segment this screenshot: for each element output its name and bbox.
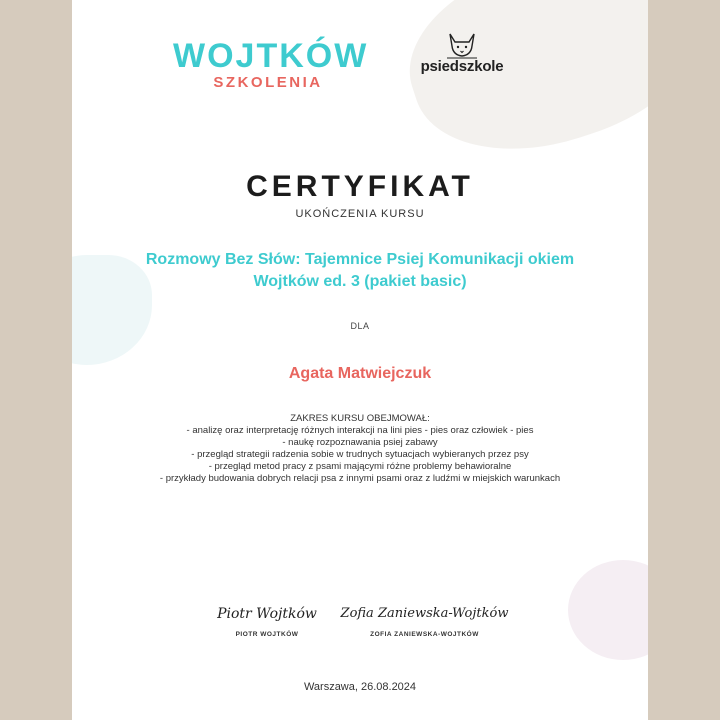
decorative-blob-bottom-right: [568, 560, 648, 660]
certificate-page: [72, 0, 648, 720]
logo-szkolenia-text: SZKOLENIA: [213, 74, 323, 91]
signature-script: Piotr Wojtków: [217, 606, 317, 622]
scope-heading: ZAKRES KURSU OBEJMOWAŁ:: [290, 413, 430, 424]
course-name-line-2: Wojtków ed. 3 (pakiet basic): [253, 273, 467, 290]
recipient-name: Agata Matwiejczuk: [288, 365, 432, 382]
signature-zofia: [327, 601, 522, 638]
certificate-subtitle: UKOŃCZENIA KURSU: [295, 208, 425, 220]
course-scope: [72, 413, 648, 485]
signatory-name: ZOFIA ZANIEWSKA-WOJTKÓW: [370, 631, 479, 638]
course-name-line-1: Rozmowy Bez Słów: Tajemnice Psiej Komunikacji okiem: [145, 251, 575, 268]
scope-item: - naukę rozpoznawania psiej zabawy: [282, 437, 438, 448]
signature-piotr: [212, 601, 322, 638]
signatory-name: PIOTR WOJTKÓW: [235, 631, 299, 638]
scope-item: - przegląd metod pracy z psami mającymi różne problemy behawioralne: [208, 461, 512, 472]
cat-head-icon: [444, 30, 480, 60]
logo-psiedszkole-text: psiedszkole: [420, 58, 504, 75]
scope-item: - przykłady budowania dobrych relacji psa z innymi psami oraz z ludźmi w miejskich warunkach: [159, 473, 561, 484]
scope-item: - przegląd strategii radzenia sobie w trudnych sytuacjach wybieranych przez psy: [191, 449, 529, 460]
decorative-blob-top-right: [388, 0, 648, 182]
certificate-title: CERTYFIKAT: [246, 170, 474, 203]
course-name: [72, 249, 648, 293]
place-and-date: Warszawa, 26.08.2024: [303, 681, 417, 693]
for-label: DLA: [350, 321, 370, 331]
scope-item: - analizę oraz interpretację różnych interakcji na lini pies - pies oraz człowiek - pies: [186, 425, 534, 436]
wojtkow-szkolenia-logo: [173, 37, 369, 91]
psiedszkole-logo: [417, 30, 507, 75]
signature-script: Zofia Zaniewska-Wojtków: [340, 606, 509, 621]
logo-wojtkow-text: WOJTKÓW: [173, 37, 369, 75]
